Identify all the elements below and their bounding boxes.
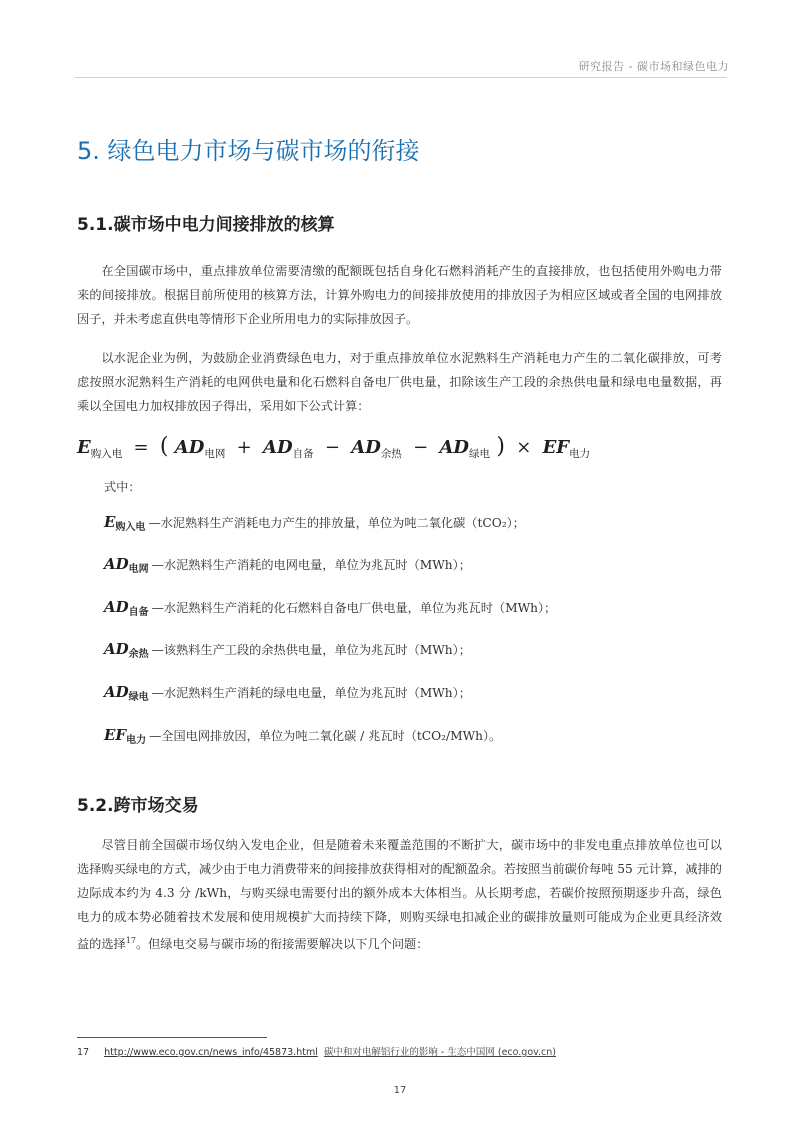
definition-text: —水泥熟料生产消耗的化石燃料自备电厂供电量，单位为兆瓦时（MWh）； — [151, 601, 557, 615]
formula-plus: + — [236, 437, 252, 458]
emission-formula — [77, 434, 590, 461]
formula-minus-2: − — [413, 437, 429, 458]
definition-text: —水泥熟料生产消耗电力产生的排放量，单位为吨二氧化碳（tCO₂）； — [148, 516, 525, 530]
paragraph-cross-market — [77, 833, 722, 956]
section-5-title: 5. 绿色电力市场与碳市场的衔接 — [77, 137, 420, 165]
definition-ad-grid — [104, 555, 471, 575]
footnote-divider — [77, 1037, 267, 1038]
formula-ef-subscript: 电力 — [569, 448, 591, 460]
section-5-2-title: 5.2.跨市场交易 — [77, 796, 199, 816]
definition-symbol: AD — [104, 683, 129, 701]
formula-waste-subscript: 余热 — [380, 448, 402, 460]
definition-ad-green — [104, 683, 471, 703]
formula-ad-green: AD — [439, 437, 470, 458]
section-5-1-title: 5.1.碳市场中电力间接排放的核算 — [77, 215, 335, 235]
definition-text: —全国电网排放因，单位为吨二氧化碳 / 兆瓦时（tCO₂/MWh）。 — [149, 729, 502, 743]
cross-market-body: 尽管目前全国碳市场仅纳入发电企业，但是随着未来覆盖范围的不断扩大，碳市场中的非发电重点排放单位也可以选择购买绿电的方式，减少由于电力消费带来的间接排放获得相对的配额盈余。若按照当前碳价每吨 55 元计算，减排的边际成本约为 4.3 分 /kWh，与购买绿电需要付出的额外成本大体相当。从长期考虑，若碳价按照预期逐步升高，绿色电力的成本势必随着技术发展和使用规模扩大而持续下降，则购买绿电扣减企业的碳排放量则可能成为企业更具经济效益的选择 — [77, 838, 722, 951]
footnote-title-link[interactable]: 碳中和对电解铝行业的影响 - 生态中国网 (eco.gov.cn) — [323, 1047, 556, 1058]
formula-green-subscript: 绿电 — [469, 448, 491, 460]
formula-ad-self: AD — [263, 437, 293, 458]
formula-minus-1: − — [324, 437, 340, 458]
formula-ad-grid: AD — [174, 437, 205, 458]
footnote-ref-17[interactable]: 17 — [125, 936, 136, 945]
definition-text: —水泥熟料生产消耗的绿电电量，单位为兆瓦时（MWh）； — [151, 686, 471, 700]
definition-symbol: AD — [104, 555, 129, 573]
cross-market-tail: 。但绿电交易与碳市场的衔接需要解决以下几个问题： — [135, 937, 429, 951]
definition-symbol: E — [104, 513, 116, 531]
definition-subscript: 绿电 — [128, 692, 149, 703]
formula-self-subscript: 自备 — [292, 448, 314, 460]
formula-right-paren: ) — [496, 434, 505, 459]
formula-equals: = — [133, 437, 149, 458]
page-number: 17 — [393, 1085, 407, 1096]
definition-text: —水泥熟料生产消耗的电网电量，单位为兆瓦时（MWh）； — [151, 558, 471, 572]
definition-subscript: 电力 — [126, 735, 147, 746]
definition-text: —该熟料生产工段的余热供电量，单位为兆瓦时（MWh）； — [151, 643, 471, 657]
definition-subscript: 余热 — [128, 649, 149, 660]
definition-subscript: 电网 — [128, 564, 149, 575]
definition-symbol: EF — [104, 726, 127, 744]
formula-e-subscript: 购入电 — [90, 448, 123, 460]
definition-subscript: 购入电 — [115, 522, 146, 533]
formula-e-symbol: E — [77, 437, 91, 458]
header-divider — [75, 77, 727, 78]
footnote-number: 17 — [77, 1047, 90, 1058]
footnote-17 — [77, 1044, 556, 1058]
paragraph-indirect-emissions: 在全国碳市场中，重点排放单位需要清缴的配额既包括自身化石燃料消耗产生的直接排放，也包括使用外购电力带来的间接排放。根据目前所使用的核算方法，计算外购电力的间接排放使用的排放因子为相应区域或者全国的电网排放因子，并未考虑直供电等情形下企业所用电力的实际排放因子。 — [77, 264, 722, 326]
formula-ef-symbol: EF — [542, 437, 570, 458]
definition-symbol: AD — [104, 598, 129, 616]
formula-times: × — [516, 437, 532, 458]
formula-grid-subscript: 电网 — [204, 448, 226, 460]
footnote-url-link[interactable]: http://www.eco.gov.cn/news_info/45873.html — [104, 1047, 318, 1058]
formula-left-paren: ( — [159, 434, 169, 459]
formula-ad-waste: AD — [351, 437, 381, 458]
running-header: 研究报告 - 碳市场和绿色电力 — [578, 60, 729, 73]
definition-subscript: 自备 — [128, 607, 149, 618]
definition-ad-waste — [104, 640, 471, 660]
where-label: 式中： — [104, 480, 141, 494]
definition-ef — [104, 726, 501, 746]
paragraph-cement-example: 以水泥企业为例，为鼓励企业消费绿色电力，对于重点排放单位水泥熟料生产消耗电力产生的二氧化碳排放，可考虑按照水泥熟料生产消耗的电网供电量和化石燃料自备电厂供电量，扣除该生产工段的余热供电量和绿电电量数据，再乘以全国电力加权排放因子得出，采用如下公式计算： — [77, 351, 722, 413]
definition-symbol: AD — [104, 640, 129, 658]
definition-e — [104, 513, 525, 533]
definition-ad-self — [104, 598, 556, 618]
